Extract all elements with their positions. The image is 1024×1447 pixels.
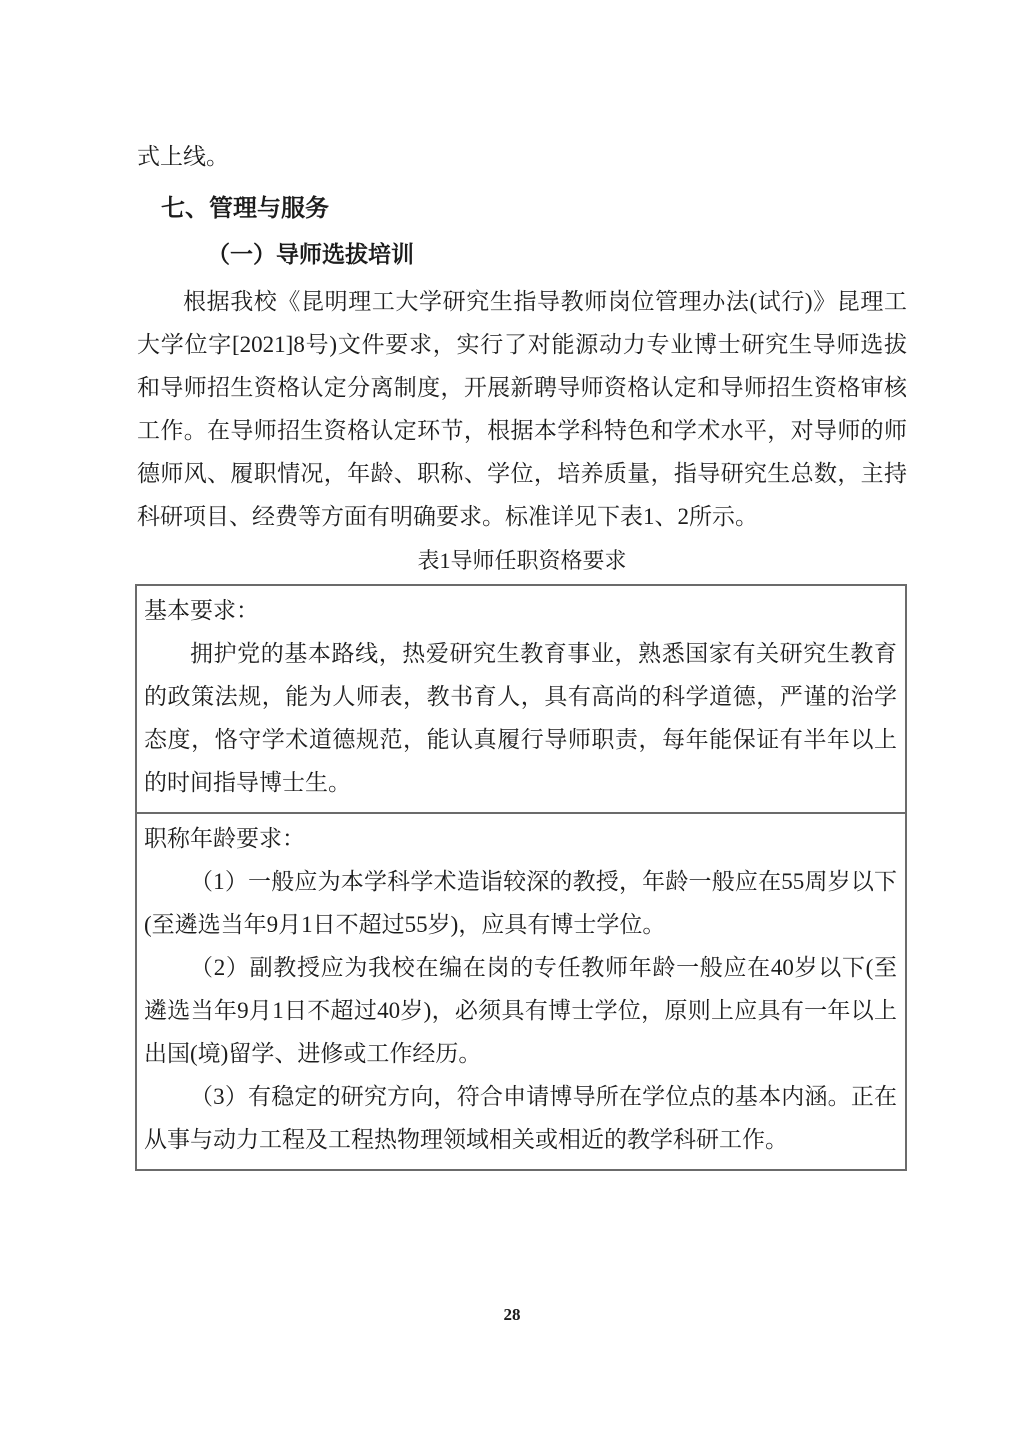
intro-text: 式上线。 bbox=[137, 144, 229, 169]
requirements-table bbox=[135, 584, 907, 1171]
subsection-heading: （一）导师选拔培训 bbox=[207, 242, 414, 267]
cell-paragraph: 拥护党的基本路线，热爱研究生教育事业，熟悉国家有关研究生教育的政策法规，能为人师表，教书育人，具有高尚的科学道德，严谨的治学态度，恪守学术道德规范，能认真履行导师职责，每年能保证有半年以上的时间指导博士生。 bbox=[144, 641, 897, 795]
row-label: 基本要求： bbox=[144, 598, 259, 623]
body-paragraph: 根据我校《昆明理工大学研究生指导教师岗位管理办法(试行)》昆理工大学位字[2021]8号)文件要求，实行了对能源动力专业博士研究生导师选拔和导师招生资格认定分离制度，开展新聘导师资格认定和导师招生资格审核工作。在导师招生资格认定环节，根据本学科特色和学术水平，对导师的师德师风、履职情况，年龄、职称、学位，培养质量，指导研究生总数，主持科研项目、经费等方面有明确要求。标准详见下表1、2所示。 bbox=[137, 289, 907, 529]
row-label: 职称年龄要求： bbox=[144, 826, 305, 851]
table-row-title-age-requirements bbox=[137, 814, 905, 1169]
table-row-basic-requirements bbox=[137, 586, 905, 814]
cell-paragraph: （2）副教授应为我校在编在岗的专任教师年龄一般应在40岁以下(至遴选当年9月1日不超过40岁)，必须具有博士学位，原则上应具有一年以上出国(境)留学、进修或工作经历。 bbox=[144, 955, 897, 1066]
table-caption: 表1导师任职资格要求 bbox=[417, 548, 627, 573]
cell-paragraph: （3）有稳定的研究方向，符合申请博导所在学位点的基本内涵。正在从事与动力工程及工程热物理领域相关或相近的教学科研工作。 bbox=[144, 1084, 897, 1152]
page-content bbox=[137, 140, 907, 1171]
section-heading: 七、管理与服务 bbox=[161, 196, 329, 222]
page-number: 28 bbox=[503, 1305, 521, 1324]
cell-paragraph: （1）一般应为本学科学术造诣较深的教授，年龄一般应在55周岁以下(至遴选当年9月1日不超过55岁)，应具有博士学位。 bbox=[144, 869, 898, 937]
